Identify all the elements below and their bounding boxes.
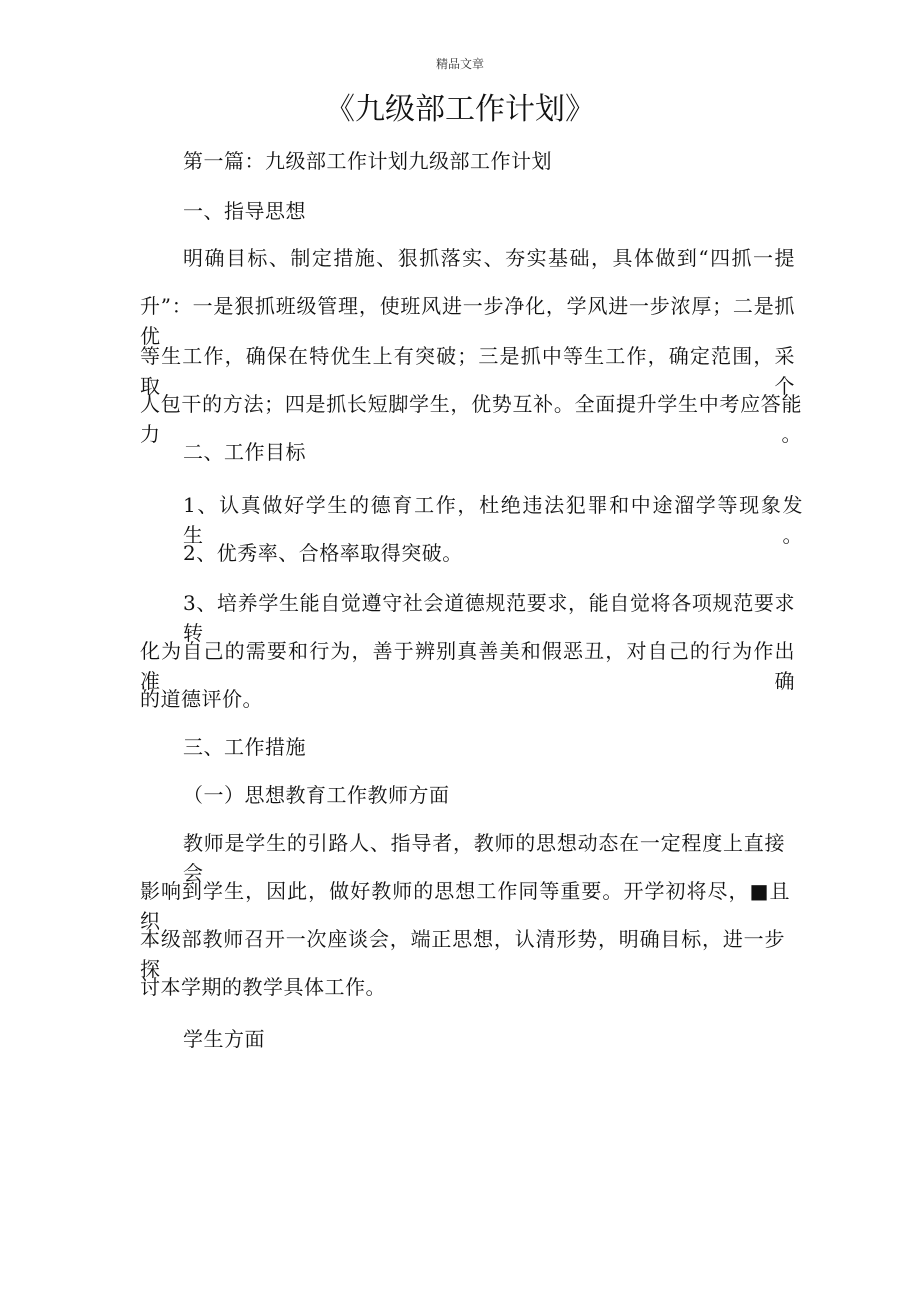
subheading-teachers: （一）思想教育工作教师方面 xyxy=(183,783,450,807)
heading-work-measures: 三、工作措施 xyxy=(183,735,306,759)
paragraph-line: 人包干的方法；四是抓长短脚学生，优势互补。全面提升学生中考应答能力。 xyxy=(140,392,802,446)
paragraph-line: 等生工作，确保在特优生上有突破；三是抓中等生工作，确定范围，采取个 xyxy=(140,344,795,398)
paragraph-line: 化为自己的需要和行为，善于辨别真善美和假恶丑，对自己的行为作出准确 xyxy=(140,639,795,693)
paragraph-line: 本级部教师召开一次座谈会，端正思想，认清形势，明确目标，进一步探 xyxy=(140,927,785,981)
goal-item-1: 1、认真做好学生的德育工作，杜绝违法犯罪和中途溜学等现象发生。 xyxy=(183,493,803,547)
paragraph-line: 的道德评价。 xyxy=(140,687,263,711)
paragraph-line: 明确目标、制定措施、狠抓落实、夯实基础，具体做到“四抓一提 xyxy=(183,246,795,270)
document-title: 《九级部工作计划》 xyxy=(325,92,595,127)
paragraph-line: 教师是学生的引路人、指导者，教师的思想动态在一定程度上直接会 xyxy=(183,831,785,885)
heading-work-goals: 二、工作目标 xyxy=(183,440,306,464)
heading-guiding-ideology: 一、指导思想 xyxy=(183,199,306,223)
paragraph-line: 讨本学期的教学具体工作。 xyxy=(140,975,386,999)
page-header: 精品文章 xyxy=(435,57,484,71)
paragraph-line: 升”：一是狠抓班级管理，使班风进一步净化，学风进一步浓厚；二是抓优 xyxy=(140,294,795,348)
goal-item-2: 2、优秀率、合格率取得突破。 xyxy=(183,541,463,565)
section-heading-first-article: 第一篇：九级部工作计划九级部工作计划 xyxy=(183,149,552,173)
subheading-students: 学生方面 xyxy=(183,1027,265,1051)
paragraph-line: 影响到学生，因此，做好教师的思想工作同等重要。开学初将尽，■且织 xyxy=(140,879,790,933)
goal-item-3: 3、培养学生能自觉遵守社会道德规范要求，能自觉将各项规范要求转 xyxy=(183,591,795,645)
